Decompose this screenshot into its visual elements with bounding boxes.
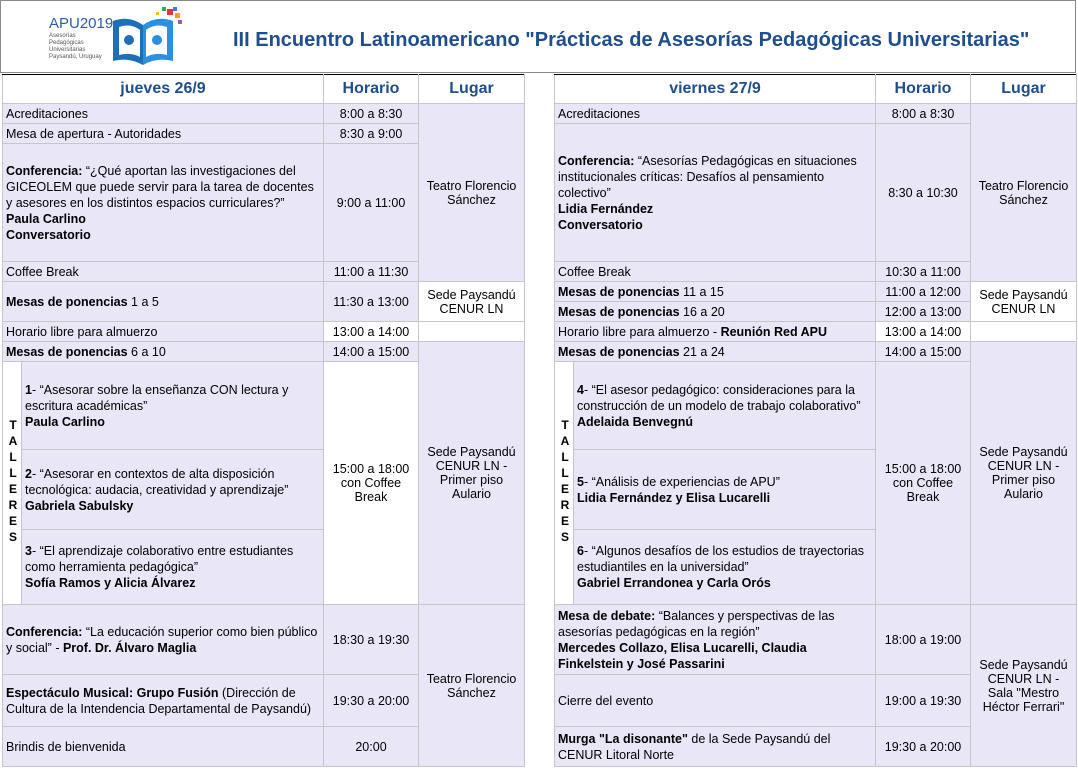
label-bold: Murga "La disonante" [558, 731, 688, 746]
speaker-name: Paula Carlino [6, 211, 86, 226]
workshop-title: - “Asesorar sobre la enseñanza CON lectura y escritura académicas” [25, 382, 289, 413]
time-cell: 11:00 a 12:00 [876, 282, 971, 302]
format-label: Conversatorio [6, 227, 91, 242]
time-cell: 20:00 [324, 727, 419, 767]
activity-cell: Coffee Break [555, 262, 876, 282]
empty-cell [971, 322, 1077, 342]
time-cell: 14:00 a 15:00 [324, 342, 419, 362]
speaker-name: Gabriel Errandonea y Carla Orós [577, 576, 771, 590]
horario-header: Horario [876, 75, 971, 104]
apu-logo [45, 5, 190, 71]
workshop-number: 6 [577, 544, 584, 558]
workshop-number: 4 [577, 382, 584, 397]
time-cell: 13:00 a 14:00 [324, 322, 419, 342]
workshop-title: - “El aprendizaje colaborativo entre estudiantes como herramienta pedagógica” [25, 544, 294, 574]
time-cell: 19:00 a 19:30 [876, 675, 971, 727]
place-cell: Teatro Florencio Sánchez [419, 104, 525, 282]
activity-cell: Mesa de apertura - Autoridades [3, 124, 324, 144]
activity-cell [555, 322, 876, 342]
label-bold: Conferencia: [6, 624, 83, 639]
table-row [3, 605, 525, 675]
label-bold: Conferencia: [6, 163, 83, 178]
activity-cell [555, 342, 876, 362]
format-label: Conversatorio [558, 217, 643, 232]
activity-cell: Acreditaciones [3, 104, 324, 124]
speaker-name: Sofía Ramos y Alicia Álvarez [25, 576, 196, 590]
activity-cell [3, 144, 324, 262]
activity-cell: Brindis de bienvenida [3, 727, 324, 767]
table-row [3, 282, 525, 322]
place-cell: Sede Paysandú CENUR LN [419, 282, 525, 322]
talleres-label: TALLERES [555, 362, 574, 605]
workshop-number: 5 [577, 474, 584, 489]
horario-header: Horario [324, 75, 419, 104]
workshop-title: - “Algunos desafíos de los estudios de trayectorias estudiantiles en la universidad” [577, 544, 864, 574]
label-bold: Espectáculo Musical: Grupo Fusión [6, 685, 219, 700]
activity-text: “Asesorías Pedagógicas en situaciones institucionales críticas: Desafíos al pensamiento colectivo” [558, 153, 857, 200]
activity-cell: Cierre del evento [555, 675, 876, 727]
table-row [555, 322, 1077, 342]
place-cell: Teatro Florencio Sánchez [419, 605, 525, 767]
place-cell: Sede Paysandú CENUR LN - Primer piso Aulario [419, 342, 525, 605]
table-row [555, 104, 1077, 124]
lugar-header: Lugar [419, 75, 525, 104]
label-bold: Mesas de ponencias [558, 344, 680, 359]
table-row [3, 322, 525, 342]
time-cell: 15:00 a 18:00 con Coffee Break [324, 362, 419, 605]
activity-cell [555, 124, 876, 262]
speaker-name: Mercedes Collazo, Elisa Lucarelli, Claudia Finkelstein y José Passarini [558, 640, 807, 671]
label-bold: Mesas de ponencias [6, 294, 128, 309]
label-bold: Mesas de ponencias [558, 304, 680, 319]
label-bold: Conferencia: [558, 153, 635, 168]
time-cell: 11:00 a 11:30 [324, 262, 419, 282]
talleres-label: TALLERES [3, 362, 22, 605]
table-row [3, 104, 525, 124]
time-cell: 12:00 a 13:00 [876, 302, 971, 322]
friday-header: viernes 27/9 [555, 75, 876, 104]
time-cell: 15:00 a 18:00 con Coffee Break [876, 362, 971, 605]
header-banner [0, 0, 1076, 73]
activity-text: “¿Qué aportan las investigaciones del GICEOLEM que puede servir para la tarea de docentes y asesores en los distintos espacios curriculares?” [6, 163, 314, 210]
logo-brand: APU2019 [49, 15, 114, 32]
activity-text: “Balances y perspectivas de las asesorías pedagógicas en la región” [558, 608, 835, 639]
label-bold: Mesas de ponencias [6, 344, 128, 359]
time-cell: 19:30 a 20:00 [324, 675, 419, 727]
activity-cell [3, 605, 324, 675]
time-cell: 8:30 a 10:30 [876, 124, 971, 262]
time-cell: 14:00 a 15:00 [876, 342, 971, 362]
time-cell: 18:00 a 19:00 [876, 605, 971, 675]
workshop-cell [22, 450, 324, 530]
friday-schedule [554, 74, 1077, 767]
page-title: III Encuentro Latinoamericano "Prácticas de Asesorías Pedagógicas Universitarias" [233, 29, 1030, 51]
workshop-number: 2 [25, 466, 32, 481]
workshop-number: 1 [25, 382, 32, 397]
activity-cell [555, 302, 876, 322]
workshop-cell [574, 530, 876, 605]
label-bold: Mesa de debate: [558, 608, 656, 623]
activity-cell: Coffee Break [3, 262, 324, 282]
speaker-name: Adelaida Benvegnú [577, 414, 693, 429]
activity-text: 11 a 15 [679, 284, 724, 299]
time-cell: 18:30 a 19:30 [324, 605, 419, 675]
table-row [3, 342, 525, 362]
open-book-icon [107, 7, 187, 69]
time-cell: 8:30 a 9:00 [324, 124, 419, 144]
place-cell: Sede Paysandú CENUR LN - Primer piso Aulario [971, 342, 1077, 605]
table-row [555, 605, 1077, 675]
time-cell: 19:30 a 20:00 [876, 727, 971, 767]
activity-cell: Horario libre para almuerzo [3, 322, 324, 342]
time-cell: 13:00 a 14:00 [876, 322, 971, 342]
speaker-name: Prof. Dr. Álvaro Maglia [62, 640, 197, 655]
activity-text: 21 a 24 [679, 344, 725, 359]
activity-cell [3, 342, 324, 362]
thursday-header: jueves 26/9 [3, 75, 324, 104]
time-cell: 10:30 a 11:00 [876, 262, 971, 282]
activity-text: 6 a 10 [127, 344, 166, 359]
activity-cell [3, 675, 324, 727]
place-cell: Teatro Florencio Sánchez [971, 104, 1077, 282]
empty-cell [419, 322, 525, 342]
activity-cell [555, 282, 876, 302]
workshop-title: - “Análisis de experiencias de APU” [583, 474, 780, 489]
activity-text: 16 a 20 [679, 304, 725, 319]
workshop-cell [574, 450, 876, 530]
thursday-schedule [2, 74, 525, 767]
speaker-name: Lidia Fernández y Elisa Lucarelli [577, 490, 771, 505]
activity-text: de la Sede Paysandú del CENUR Litoral Norte [558, 731, 831, 762]
workshop-cell [22, 362, 324, 450]
time-cell: 9:00 a 11:00 [324, 144, 419, 262]
activity-text: “La educación superior como bien público y social” - [6, 624, 318, 655]
activity-text: Horario libre para almuerzo - [558, 324, 721, 339]
label-bold: Mesas de ponencias [558, 284, 680, 299]
table-row [555, 282, 1077, 302]
workshop-title: - “El asesor pedagógico: consideraciones para la construcción de un modelo de trabajo colaborativo” [577, 382, 861, 413]
activity-text: 1 a 5 [127, 294, 159, 309]
workshop-number: 3 [25, 544, 32, 558]
activity-text: (Dirección de Cultura de la Intendencia Departamental de Paysandú) [6, 685, 312, 716]
activity-cell [555, 605, 876, 675]
place-cell: Sede Paysandú CENUR LN [971, 282, 1077, 322]
table-row [555, 342, 1077, 362]
label-bold: Reunión Red APU [720, 324, 828, 339]
place-cell: Sede Paysandú CENUR LN - Sala "Mestro Héctor Ferrari" [971, 605, 1077, 767]
workshop-cell [574, 362, 876, 450]
activity-cell: Acreditaciones [555, 104, 876, 124]
time-cell: 8:00 a 8:30 [324, 104, 419, 124]
logo-subtitle: Asesorías Pedagógicas Universitarias Paysandú, Uruguay [49, 33, 102, 60]
speaker-name: Lidia Fernández [558, 201, 654, 216]
speaker-name: Paula Carlino [25, 414, 105, 429]
time-cell: 11:30 a 13:00 [324, 282, 419, 322]
activity-cell [3, 282, 324, 322]
lugar-header: Lugar [971, 75, 1077, 104]
workshop-title: - “Asesorar en contextos de alta disposición tecnológica: audacia, creatividad y aprendizaje” [25, 466, 289, 497]
time-cell: 8:00 a 8:30 [876, 104, 971, 124]
workshop-cell [22, 530, 324, 605]
speaker-name: Gabriela Sabulsky [25, 498, 134, 513]
activity-cell [555, 727, 876, 767]
